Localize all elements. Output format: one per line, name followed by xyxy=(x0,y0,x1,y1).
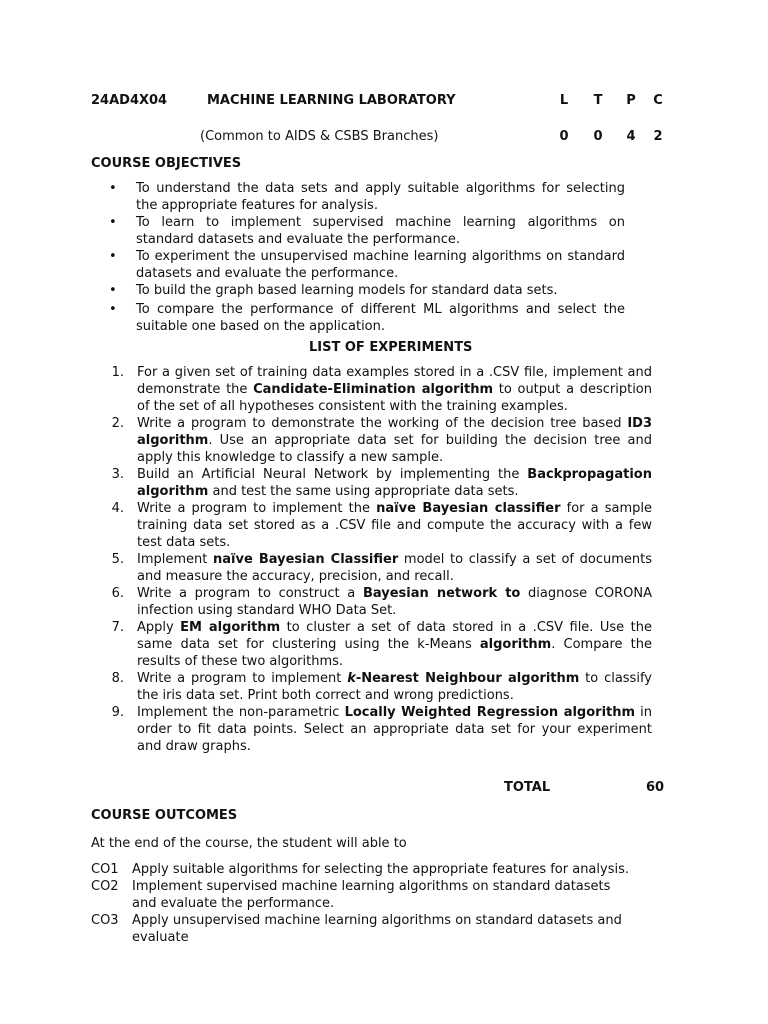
experiment-text-run: For a given set of training data examples stored in a .CSV file, implement and demonstrate the xyxy=(137,365,652,397)
experiment-bold-term: Candidate-Elimination algorithm xyxy=(253,382,494,397)
experiment-text-run: for a sample training data set stored as a .CSV file and compute the accuracy with a few test data sets. xyxy=(137,501,652,550)
experiment-text-run: to classify the iris data set. Print both correct and wrong predictions. xyxy=(137,671,652,703)
experiments-list xyxy=(106,364,652,755)
ltpc-label-t: T xyxy=(593,93,603,108)
experiment-bold-term: EM algorithm xyxy=(180,620,281,635)
course-title: MACHINE LEARNING LABORATORY xyxy=(207,93,456,108)
experiment-number: 7. xyxy=(111,620,124,635)
experiment-number: 6. xyxy=(111,586,124,601)
experiment-text-run: Build an Artificial Neural Network by implementing the xyxy=(137,467,528,482)
experiment-number: 2. xyxy=(111,416,124,431)
experiment-text-run: Implement xyxy=(137,552,214,567)
outcome-text: Apply suitable algorithms for selecting the appropriate features for analysis. xyxy=(132,862,629,877)
outcome-code: CO3 xyxy=(91,913,119,928)
experiment-bold-term: k xyxy=(347,671,356,686)
experiment-text xyxy=(137,364,652,415)
outcome-item xyxy=(91,878,612,912)
bullet-icon: • xyxy=(109,215,117,230)
experiment-text-run: to output a description of the set of all hypotheses consistent with the training examples. xyxy=(137,382,653,414)
experiment-text xyxy=(137,466,652,500)
experiment-bold-term: naïve Bayesian Classifier xyxy=(213,552,399,567)
outcome-code: CO2 xyxy=(91,879,119,894)
experiment-item xyxy=(106,364,652,415)
objective-item: • To learn to implement supervised machine learning algorithms on standard datasets and evaluate the performance. xyxy=(109,215,625,247)
outcome-text: Implement supervised machine learning algorithms on standard datasets and evaluate the performance. xyxy=(132,879,611,911)
ltpc-label-l: L xyxy=(559,93,569,108)
experiment-item xyxy=(106,500,652,551)
outcome-text: Apply unsupervised machine learning algorithms on standard datasets and evaluate xyxy=(132,913,622,945)
experiment-number: 4. xyxy=(111,501,124,516)
experiment-text-run: and test the same using appropriate data sets. xyxy=(208,484,519,499)
experiment-text xyxy=(137,704,652,755)
outcome-code: CO1 xyxy=(91,862,119,877)
experiment-number: 1. xyxy=(111,365,124,380)
ltpc-value-c: 2 xyxy=(653,129,663,144)
outcome-item xyxy=(91,861,663,878)
total-value: 60 xyxy=(646,780,665,795)
experiment-bold-term: -Nearest Neighbour algorithm xyxy=(355,671,580,686)
experiment-text-run: model to classify a set of documents and measure the accuracy, precision, and recall. xyxy=(137,552,653,584)
experiment-text-run: Write a program to implement xyxy=(137,671,348,686)
bullet-icon: • xyxy=(109,302,117,317)
experiment-text-run: Write a program to demonstrate the working of the decision tree based xyxy=(137,416,628,431)
ltpc-value-l: 0 xyxy=(559,129,569,144)
experiment-text-run: Write a program to implement the xyxy=(137,501,377,516)
ltpc-label-p: P xyxy=(626,93,636,108)
experiment-text xyxy=(137,415,652,466)
experiment-number: 9. xyxy=(111,705,124,720)
experiment-item xyxy=(106,466,652,500)
experiment-item xyxy=(106,619,652,670)
experiment-bold-term: Bayesian network to xyxy=(362,586,521,601)
experiment-text-run: . Use an appropriate data set for building the decision tree and apply this knowledge to classify a new sample. xyxy=(137,433,652,465)
experiment-bold-term: Backpropagation algorithm xyxy=(137,467,652,499)
experiment-item xyxy=(106,670,652,704)
objective-item: • To compare the performance of different ML algorithms and select the suitable one based on the application. xyxy=(109,302,625,334)
total-label: TOTAL xyxy=(504,780,551,795)
experiment-number: 5. xyxy=(111,552,124,567)
bullet-icon: • xyxy=(109,181,117,196)
experiment-bold-term: ID3 algorithm xyxy=(137,416,652,448)
experiment-number: 3. xyxy=(111,467,124,482)
experiment-item xyxy=(106,585,652,619)
experiment-item xyxy=(106,704,652,755)
objective-item: • To understand the data sets and apply suitable algorithms for selecting the appropriate features for analysis. xyxy=(109,181,625,213)
bullet-icon: • xyxy=(109,249,117,264)
experiment-text xyxy=(137,619,652,670)
objectives-list xyxy=(105,180,625,335)
experiment-text-run: Write a program to construct a xyxy=(137,586,363,601)
experiment-text xyxy=(137,670,652,704)
course-code: 24AD4X04 xyxy=(91,93,168,108)
objective-item: • To experiment the unsupervised machine learning algorithms on standard datasets and evaluate the performance. xyxy=(109,249,625,281)
outcomes-list xyxy=(91,861,663,946)
experiment-item xyxy=(106,415,652,466)
experiment-bold-term: naïve Bayesian classifier xyxy=(376,501,561,516)
experiment-text-run: to cluster a set of data stored in a .CSV file. Use the same data set for clustering using the k-Means xyxy=(137,620,652,652)
course-subtitle: (Common to AIDS & CSBS Branches) xyxy=(200,129,439,144)
experiment-text xyxy=(137,551,652,585)
experiment-text xyxy=(137,585,652,619)
experiment-text-run: diagnose CORONA infection using standard WHO Data Set. xyxy=(137,586,652,618)
experiments-heading: LIST OF EXPERIMENTS xyxy=(309,340,473,355)
ltpc-value-p: 4 xyxy=(626,129,636,144)
outcomes-intro: At the end of the course, the student will able to xyxy=(91,836,407,851)
ltpc-label-c: C xyxy=(653,93,663,108)
objectives-heading: COURSE OBJECTIVES xyxy=(91,156,242,171)
ltpc-value-t: 0 xyxy=(593,129,603,144)
experiment-text-run: Apply xyxy=(137,620,181,635)
experiment-bold-term: Locally Weighted Regression algorithm xyxy=(344,705,636,720)
outcome-item xyxy=(91,912,663,946)
experiment-number: 8. xyxy=(111,671,124,686)
experiment-bold-term: algorithm xyxy=(479,637,552,652)
experiment-text-run: . Compare the results of these two algorithms. xyxy=(137,637,652,669)
experiment-text-run: in order to fit data points. Select an appropriate data set for your experiment and draw graphs. xyxy=(137,705,653,754)
outcomes-heading: COURSE OUTCOMES xyxy=(91,808,238,823)
experiment-text-run: Implement the non-parametric xyxy=(137,705,345,720)
experiment-text xyxy=(137,500,652,551)
objective-item: • To build the graph based learning models for standard data sets. xyxy=(109,283,558,298)
experiment-item xyxy=(106,551,652,585)
bullet-icon: • xyxy=(109,283,117,298)
